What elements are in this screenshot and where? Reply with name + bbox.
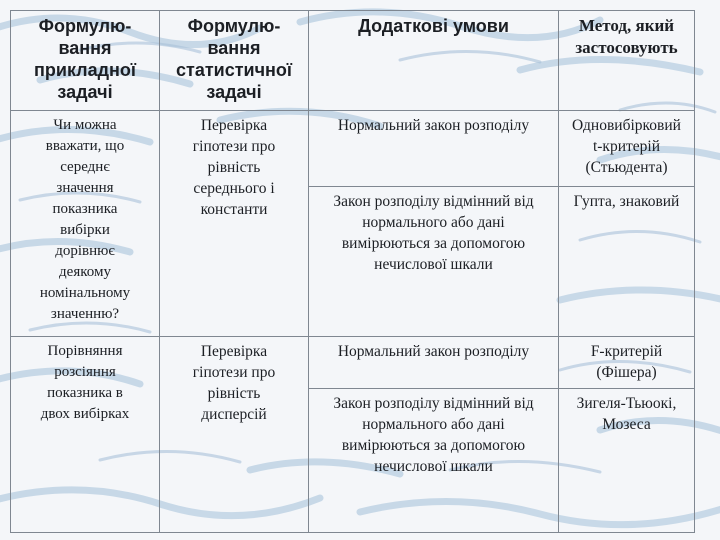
row2-condition-normal: Нормальний закон розподілу bbox=[309, 337, 559, 389]
row1-applied-task: Чи можна вважати, що середнє значення показника вибірки дорівнює деякому номінальному значенню? bbox=[11, 111, 160, 337]
row2-applied-task: Порівняння розсіяння показника в двох вибірках bbox=[11, 337, 160, 533]
table-row bbox=[11, 111, 695, 187]
table-header-row bbox=[11, 11, 695, 111]
row1-method-nonnormal: Гупта, знаковий bbox=[559, 187, 695, 337]
row2-method-normal: F-критерій (Фішера) bbox=[559, 337, 695, 389]
row1-method-normal: Одновибірковий t-критерій (Стьюдента) bbox=[559, 111, 695, 187]
header-additional-conditions: Додаткові умови bbox=[309, 11, 559, 111]
statistics-methods-table bbox=[10, 10, 695, 533]
row1-condition-normal: Нормальний закон розподілу bbox=[309, 111, 559, 187]
header-method: Метод, який застосовують bbox=[559, 11, 695, 111]
header-applied-task: Формулю- вання прикладної задачі bbox=[11, 11, 160, 111]
row1-condition-nonnormal: Закон розподілу відмінний від нормального або дані вимірюються за допомогою нечислової шкали bbox=[309, 187, 559, 337]
row1-statistical-task: Перевірка гіпотези про рівність середнього і константи bbox=[160, 111, 309, 337]
row2-method-nonnormal: Зигеля-Тьюокі, Мозеса bbox=[559, 389, 695, 533]
header-statistical-task: Формулю- вання статистичної задачі bbox=[160, 11, 309, 111]
table-row bbox=[11, 337, 695, 389]
row2-condition-nonnormal: Закон розподілу відмінний від нормального або дані вимірюються за допомогою нечислової шкали bbox=[309, 389, 559, 533]
row2-statistical-task: Перевірка гіпотези про рівність дисперсій bbox=[160, 337, 309, 533]
